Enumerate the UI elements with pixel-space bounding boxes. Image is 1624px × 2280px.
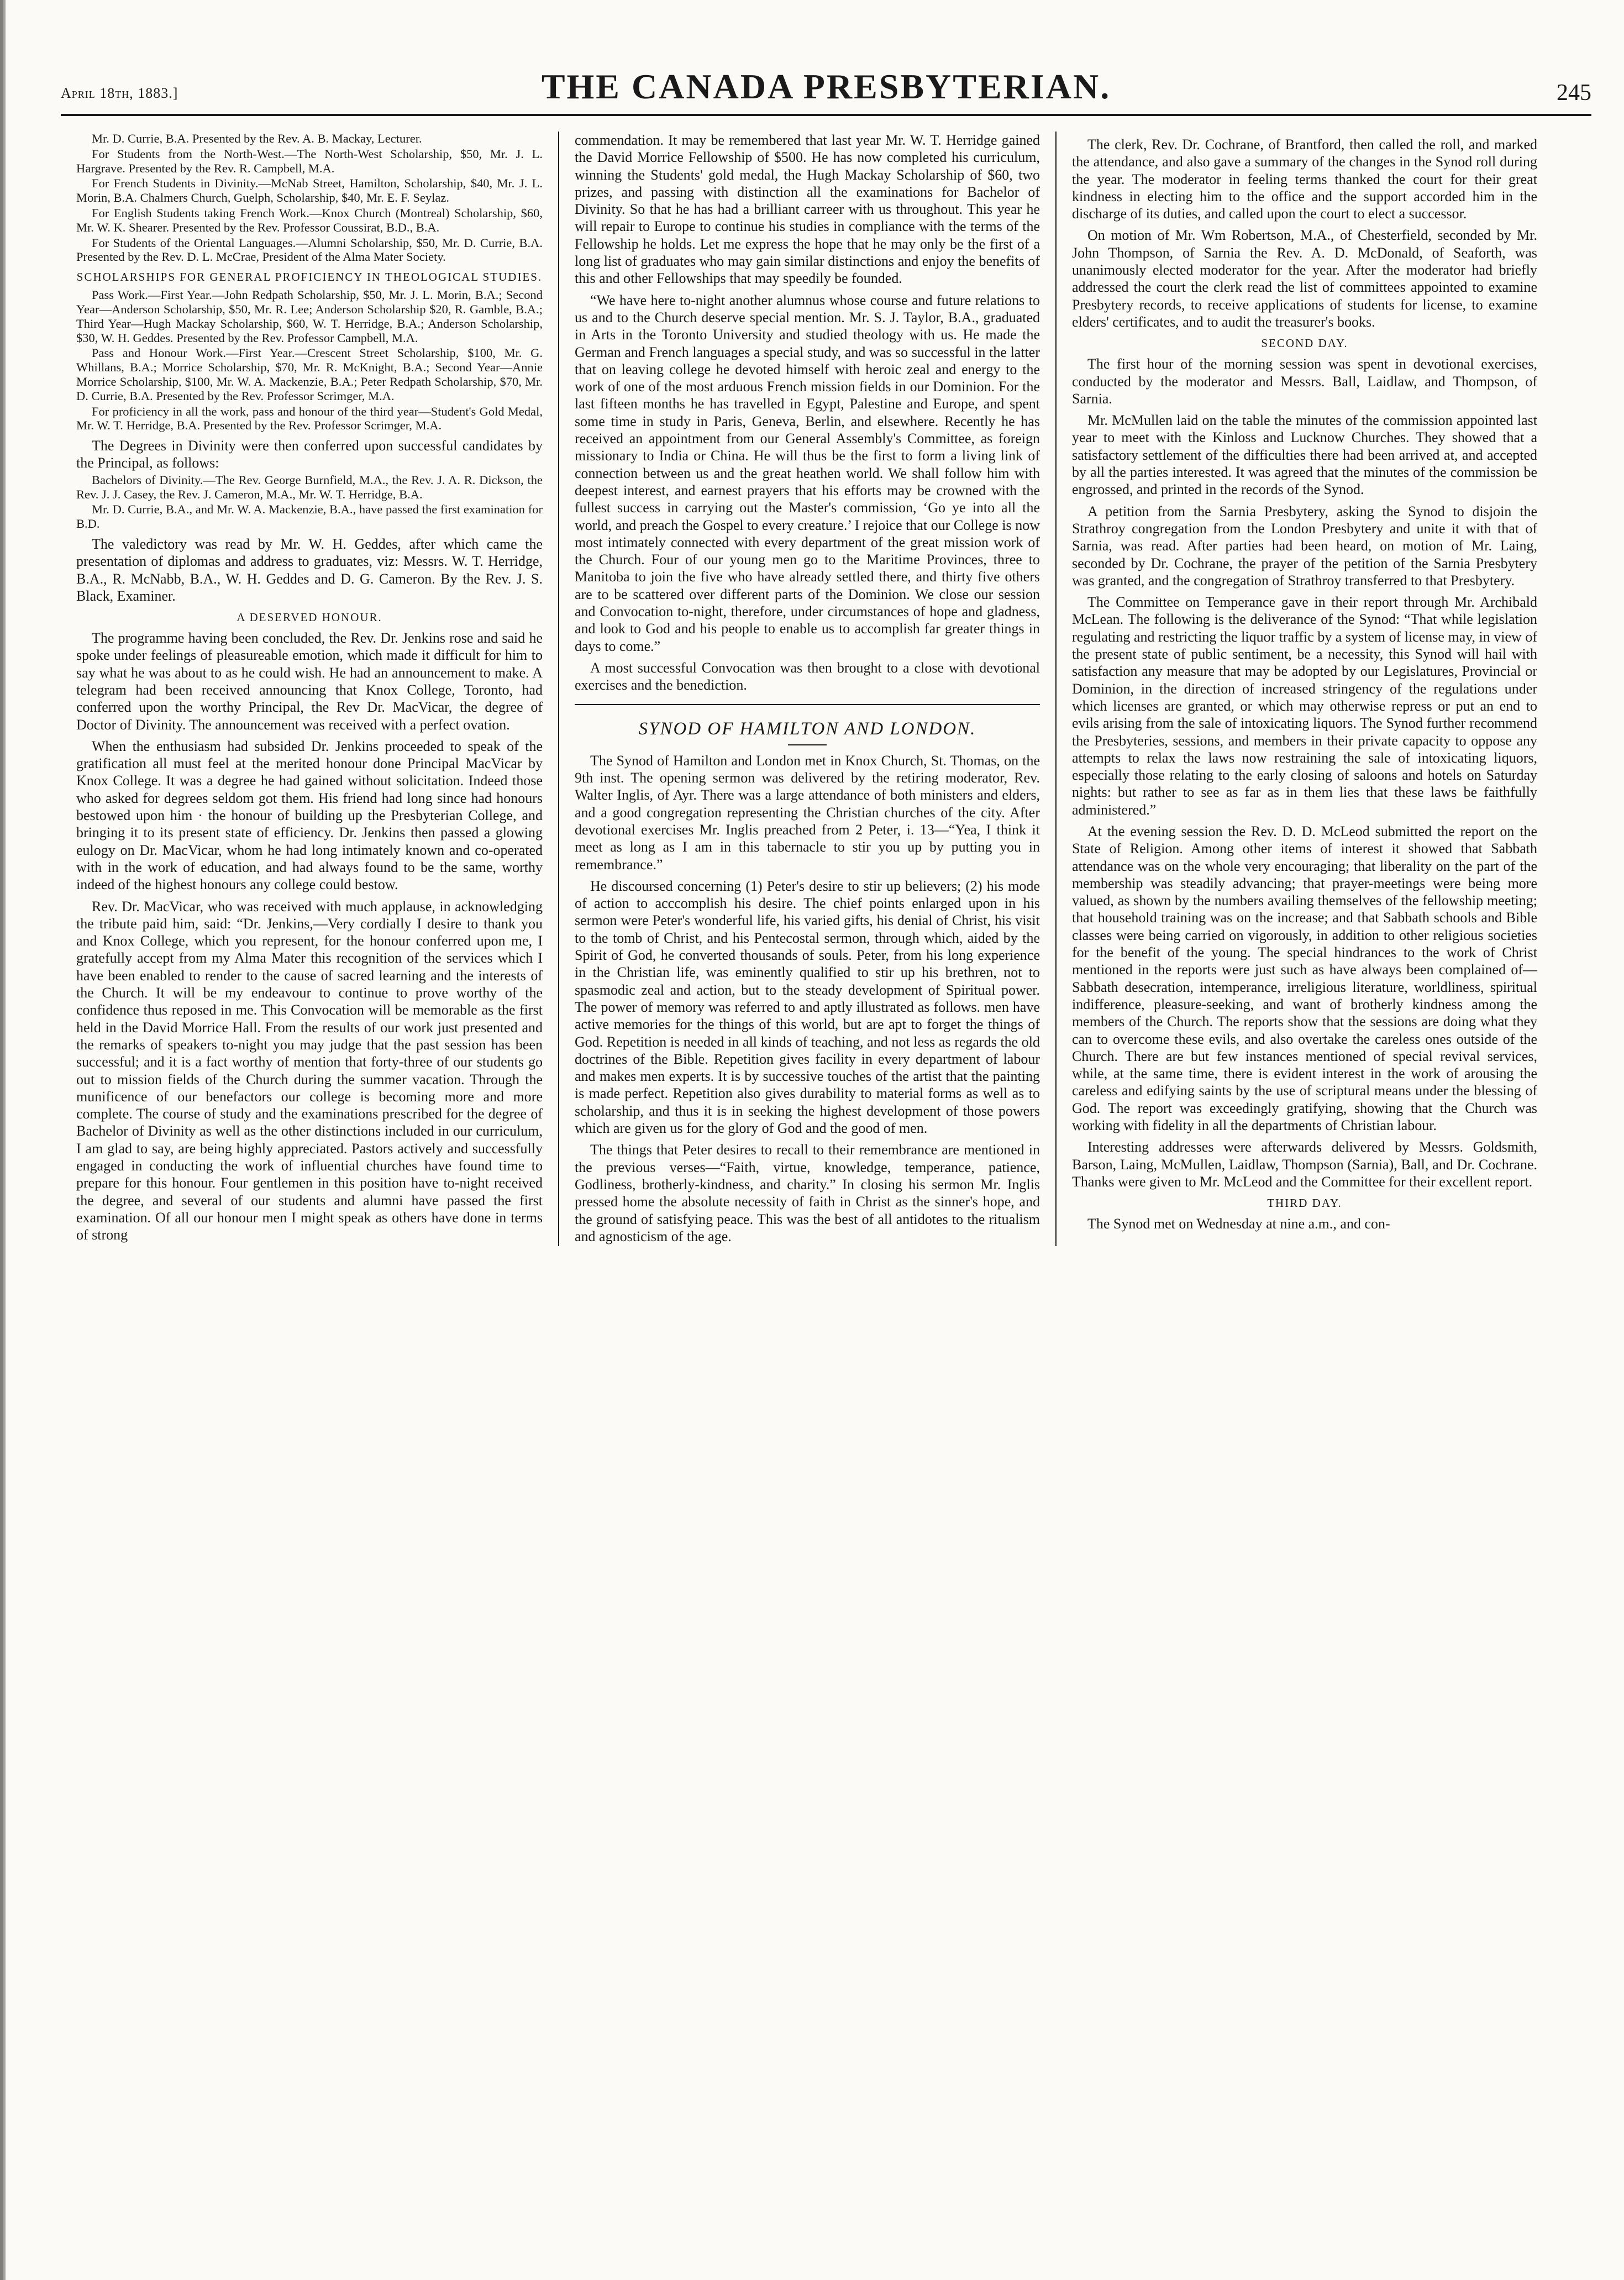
list-paragraph: For Students of the Oriental Languages.—Alumni Scholarship, $50, Mr. D. Currie, B.A. Presented by the Rev. D. L. McCrae, President of the Alma Mater Society. bbox=[76, 235, 543, 264]
column-rule bbox=[575, 704, 1040, 705]
body-paragraph: A most successful Convocation was then brought to a close with devotional exercises and the benediction. bbox=[575, 659, 1040, 694]
section-subheading: A DESERVED HONOUR. bbox=[236, 611, 382, 624]
title-underline bbox=[788, 744, 827, 745]
column-2 bbox=[558, 132, 1055, 1246]
body-paragraph: The valedictory was read by Mr. W. H. Geddes, after which came the presentation of diplomas and address to graduates, viz: Messrs. W. T. Herridge, B.A., R. McNabb, B.A., W. H. Geddes and D. G. Cameron. By the Rev. J. S. Black, Examiner. bbox=[76, 535, 543, 604]
page-number: 245 bbox=[1557, 80, 1591, 106]
list-paragraph: Pass and Honour Work.—First Year.—Crescent Street Scholarship, $100, Mr. G. Whillans, B.A.; Morrice Scholarship, $70, Mr. R. McKnight, B.A.; Second Year—Annie Morrice Scholarship, $100, Mr. W. A. Mackenzie, B.A.; Peter Redpath Scholarship, $70, Mr. D. Currie, B.A. Presented by the Rev. Professor Scrimger, M.A. bbox=[76, 346, 543, 403]
body-paragraph: The Degrees in Divinity were then conferred upon successful candidates by the Principal, as follows: bbox=[76, 438, 543, 471]
section-subheading: THIRD DAY. bbox=[1267, 1196, 1342, 1210]
body-paragraph: Mr. McMullen laid on the table the minutes of the commission appointed last year to meet with the Kinloss and Lucknow Churches. They showed that a satisfactory settlement of the difficulties there had been arrived at, and accepted by all the parties interested. It was agreed that the minutes of the commission be engrossed, and printed in the records of the Synod. bbox=[1072, 412, 1537, 498]
body-paragraph: The Synod met on Wednesday at nine a.m., and con- bbox=[1087, 1216, 1390, 1232]
column-3 bbox=[1055, 132, 1553, 1246]
list-paragraph: For Students from the North-West.—The North-West Scholarship, $50, Mr. J. L. Hargrave. Presented by the Rev. R. Campbell, M.A. bbox=[76, 146, 543, 175]
list-paragraph: Mr. D. Currie, B.A., and Mr. W. A. Mackenzie, B.A., have passed the first examination for B.D. bbox=[76, 502, 543, 531]
body-paragraph: Interesting addresses were afterwards delivered by Messrs. Goldsmith, Barson, Laing, McMullen, Laidlaw, Thompson (Sarnia), Ball, and Dr. Cochrane. Thanks were given to Mr. McLeod and the Committee for their excellent report. bbox=[1072, 1139, 1537, 1190]
section-subheading: SECOND DAY. bbox=[1261, 337, 1348, 350]
body-paragraph: The Synod of Hamilton and London met in Knox Church, St. Thomas, on the 9th inst. The opening sermon was delivered by the retiring moderator, Rev. Walter Inglis, of Ayr. There was a large attendance of both ministers and elders, and a good congregation representing the Christian churches of the city. After devotional exercises Mr. Inglis preached from 2 Peter, i. 13—“Yea, I think it meet as long as I am in this tabernacle to stir you up by putting you in remembrance.” bbox=[575, 752, 1040, 873]
body-paragraph: At the evening session the Rev. D. D. McLeod submitted the report on the State of Religion. Among other items of interest it showed that Sabbath attendance was on the whole very encouraging; that liberality on the part of the membership was steadily advancing; that prayer-meetings were being more valued, as shown by the numbers availing themselves of the fellowship meeting; that household training was on the increase; and that Sabbath schools and Bible classes were being carried on vigorously, in addition to other religious societies for the benefit of the young. The special hindrances to the work of Christ mentioned in the reports were just such as have always been complained of—Sabbath desecration, intemperance, irreligious literature, worldliness, spiritual indifference, pleasure-seeking, and want of brotherly kindness among the members of the Church. The reports show that the sessions are doing what they can to overcome these evils, and also overtake the careless ones outside of the Church. There are but few instances mentioned of special revival services, while, at the same time, there is evident interest in the work of arousing the careless and edifying saints by the use of scriptural means under the blessing of God. The report was exceedingly gratifying, showing that the Church was working with fidelity in all the departments of Christian labour. bbox=[1072, 823, 1537, 1134]
list-paragraph: Mr. D. Currie, B.A. Presented by the Rev. A. B. Mackay, Lecturer. bbox=[92, 132, 422, 145]
body-paragraph: The first hour of the morning session was spent in devotional exercises, conducted by the moderator and Messrs. Ball, Laidlaw, and Thompson, of Sarnia. bbox=[1072, 356, 1537, 407]
body-paragraph: commendation. It may be remembered that last year Mr. W. T. Herridge gained the David Morrice Fellowship of $500. He has now completed his curriculum, winning the Students' gold medal, the Hugh Mackay Scholarship of $60, two prizes, and passing with distinction all the examinations for Bachelor of Divinity. So that he has had a brilliant carreer with us throughout. This year he will repair to Europe to continue his studies in compliance with the terms of the Fellowship he holds. Let me express the hope that he may only be the first of a long list of graduates who may gain similar distinctions and enjoy the benefits of this and other Fellowships that may speedily be founded. bbox=[575, 132, 1040, 287]
article-columns bbox=[61, 132, 1591, 1246]
body-paragraph: A petition from the Sarnia Presbytery, asking the Synod to disjoin the Strathroy congregation from the London Presbytery and unite it with that of Sarnia, was read. After parties had been heard, on motion of Mr. Laing, seconded by Dr. Cochrane, the prayer of the petition of the Sarnia Presbytery was granted, and the congregation of Strathroy transferred to that Presbytery. bbox=[1072, 503, 1537, 589]
list-paragraph: For French Students in Divinity.—McNab Street, Hamilton, Scholarship, $40, Mr. J. L. Morin, B.A. Chalmers Church, Guelph, Scholarship, $40, Mr. E. F. Seylaz. bbox=[76, 176, 543, 205]
issue-date: April 18th, 1883.] bbox=[61, 85, 178, 101]
column-1 bbox=[61, 132, 558, 1246]
body-paragraph: “We have here to-night another alumnus whose course and future relations to us and to the Church deserve special mention. Mr. S. J. Taylor, B.A., graduated in Arts in the Toronto University and studied theology with us. He made the German and French languages a special study, and was so successful in the latter that on leaving college he devoted himself with heroic zeal and energy to the work of one of the most arduous French mission fields in our Dominion. For the last fifteen months he has travelled in Egypt, Palestine and Europe, and spent some time in study in Paris, Geneva, Berlin, and elsewhere. Recently he has received an appointment from our General Assembly's Committee, as foreign missionary to India or China. He will thus be the first to form a living link of connection between us and the great heathen world. We shall follow him with deepest interest, and earnest prayers that his efforts may be crowned with the fullest success in carrying out the Master's commission, ‘Go ye into all the world, and preach the Gospel to every creature.’ I rejoice that our College is now most intimately connected with every department of the great mission work of the Church. Four of our young men go to the Maritime Provinces, three to Manitoba to join the five who have already settled there, and thirty five others are to be scattered over different parts of the Dominion. We close our session and Convocation to-night, therefore, under circumstances of hope and gladness, and look to God and his people to enable us to accomplish far greater things in days to come.” bbox=[575, 292, 1040, 654]
masthead-title: THE CANADA PRESBYTERIAN. bbox=[541, 67, 1111, 106]
article-title: SYNOD OF HAMILTON AND LONDON. bbox=[638, 718, 976, 739]
list-paragraph: Pass Work.—First Year.—John Redpath Scholarship, $50, Mr. J. L. Morin, B.A.; Second Year—Anderson Scholarship, $50, Mr. R. Lee; Anderson Scholarship $20, R. Gamble, B.A.; Third Year—Hugh Mackay Scholarship, $60, W. T. Herridge, B.A.; Anderson Scholarship, $30, W. H. Geddes. Presented by the Rev. Professor Campbell, M.A. bbox=[76, 288, 543, 345]
list-paragraph: For English Students taking French Work.—Knox Church (Montreal) Scholarship, $60, Mr. W. K. Shearer. Presented by the Rev. Professor Coussirat, B.D., B.A. bbox=[76, 206, 543, 234]
body-paragraph: On motion of Mr. Wm Robertson, M.A., of Chesterfield, seconded by Mr. John Thompson, of Sarnia the Rev. A. D. McDonald, of Seaforth, was unanimously elected moderator for the year. After the moderator had briefly addressed the court the clerk read the list of committees appointed to examine Presbytery records, to receive applications of students for license, to examine elders' certificates, and to audit the treasurer's books. bbox=[1072, 227, 1537, 330]
body-paragraph: The clerk, Rev. Dr. Cochrane, of Brantford, then called the roll, and marked the attendance, and also gave a summary of the changes in the Synod roll during the year. The moderator in feeling terms thanked the court for their great kindness in electing him to the office and the support accorded him in the discharge of its duties, and called upon the court to elect a successor. bbox=[1072, 136, 1537, 222]
body-paragraph: When the enthusiasm had subsided Dr. Jenkins proceeded to speak of the gratification all must feel at the merited honour done Principal MacVicar by Knox College. It was a degree he had gained without solicitation. Indeed those who asked for degrees seldom got them. His friend had long since had honours bestowed upon him · the honour of building up the Presbyterian College, and bringing it to its present state of efficiency. Dr. Jenkins then passed a glowing eulogy on Dr. MacVicar, whom he had long intimately known and co-operated with in the work of education, and had always found to be the same, worthy indeed of the highest honours any college could bestow. bbox=[76, 738, 543, 893]
body-paragraph: Rev. Dr. MacVicar, who was received with much applause, in acknowledging the tribute paid him, said: “Dr. Jenkins,—Very cordially I desire to thank you and Knox College, which you represent, for the honour conferred upon me, I gratefully accept from my Alma Mater this recognition of the services which I have been enabled to render to the cause of sacred learning and the interests of the Church. It will be my endeavour to continue to prove worthy of the confidence thus reposed in me. This Convocation will be memorable as the first held in the David Morrice Hall. From the results of our work just presented and the remarks of speakers to-night you may judge that the past session has been successful; and it is a fact worthy of mention that forty-three of our students go out to mission fields of the Church during the summer vacation. Through the munificence of our benefactors our college is becoming more and more complete. The course of study and the examinations prescribed for the degree of Bachelor of Divinity as well as the other distinctions included in our curriculum, I am glad to say, are being highly appreciated. Pastors actively and successfully engaged in conducting the work of influential churches have found time to prepare for this honour. Four gentlemen in this position have to-night received the degree, and several of our students and alumni have passed the first examination. Of all our honour men I might speak as others have done in terms of strong bbox=[76, 898, 543, 1243]
body-paragraph: The programme having been concluded, the Rev. Dr. Jenkins rose and said he spoke under feelings of pleasureable emotion, which made it difficult for him to say what he was about to as he could wish. He had an announcement to make. A telegram had been received announcing that Knox College, Toronto, had conferred upon the worthy Principal, the Rev Dr. MacVicar, the degree of Doctor of Divinity. The announcement was received with a perfect ovation. bbox=[76, 630, 543, 733]
running-head bbox=[61, 66, 1591, 116]
body-paragraph: The things that Peter desires to recall to their remembrance are mentioned in the previous verses—“Faith, virtue, knowledge, temperance, patience, Godliness, brotherly-kindness, and charity.” In closing his sermon Mr. Inglis pressed home the absolute necessity of faith in Christ as the sinner's hope, and the ground of satisfying peace. This was the best of all antidotes to the ritualism and agnosticism of the age. bbox=[575, 1142, 1040, 1244]
body-paragraph: He discoursed concerning (1) Peter's desire to stir up believers; (2) his mode of action to acccomplish his desire. The chief points enlarged upon in his sermon were Peter's wonderful life, his varied gifts, his denial of Christ, his visit to the tomb of Christ, and his Pentecostal sermon, through which, aided by the Spirit of God, he converted thousands of souls. Peter, from his long experience in the Christian life, was eminently qualified to stir up his brethren, not to spasmodic zeal and action, but to the steady development of Spiritual power. The power of memory was referred to and aptly illustrated as follows. men have active memories for the things of this world, but are apt to forget the things of God. Repetition is needed in all kinds of teaching, and not less as regards the old doctrines of the Bible. Repetition gives facility in every department of labour and makes men experts. It is by successive touches of the artist that the painting is made perfect. Repetition also gives durability to material forms as well as to scholarship, and thus it is in seeking the highest development of those powers which are given us for the glory of God and the good of men. bbox=[575, 878, 1040, 1137]
section-subheading: SCHOLARSHIPS FOR GENERAL PROFICIENCY IN THEOLOGICAL STUDIES. bbox=[76, 270, 543, 284]
page-binding-edge bbox=[0, 0, 17, 2280]
newspaper-page bbox=[61, 66, 1591, 2255]
list-paragraph: For proficiency in all the work, pass and honour of the third year—Student's Gold Medal, Mr. W. T. Herridge, B.A. Presented by the Rev. Professor Scrimger, M.A. bbox=[76, 404, 543, 433]
body-paragraph: The Committee on Temperance gave in their report through Mr. Archibald McLean. The following is the deliverance of the Synod: “That while legislation regulating and restricting the liquor traffic by a system of license may, in view of the present state of public sentiment, be a necessity, this Synod will hail with satisfaction any measure that may be adopted by our Legislatures, Provincial or Dominion, in the direction of increased stringency of the regulations under which licenses are granted, or which may otherwise repress or put an end to evils arising from the sale of intoxicating liquors. The Synod further recommend the Presbyteries, sessions, and members in their private capacity to oppose any attempts to relax the laws now restraining the sale of intoxicating liquors, especially those relating to the early closing of saloons and hotels on Saturday nights: but rather to see as far as in them lies that these laws be faithfully administered.” bbox=[1072, 594, 1537, 818]
list-paragraph: Bachelors of Divinity.—The Rev. George Burnfield, M.A., the Rev. J. A. R. Dickson, the Rev. J. J. Casey, the Rev. J. Cameron, M.A., Mr. W. T. Herridge, B.A. bbox=[76, 472, 543, 501]
